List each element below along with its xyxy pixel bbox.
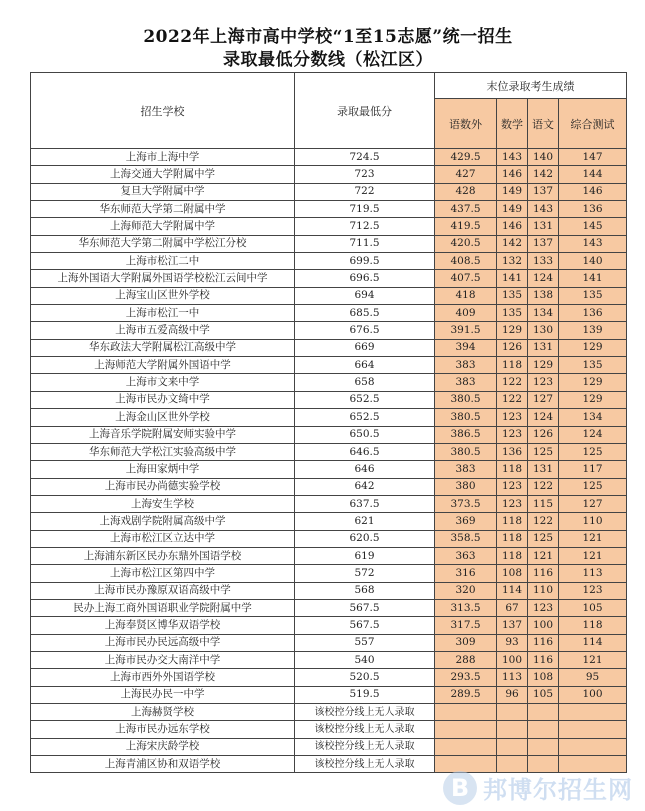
header-math: 数学 bbox=[497, 99, 528, 149]
score-chinese: 123 bbox=[528, 599, 559, 616]
score-chinese: 126 bbox=[528, 426, 559, 443]
score-chinese: 123 bbox=[528, 374, 559, 391]
school-name: 上海民办民一中学 bbox=[31, 686, 295, 703]
table-row bbox=[31, 617, 627, 634]
score-chinese-math-english: 316 bbox=[435, 565, 497, 582]
school-name: 上海市民办交大南洋中学 bbox=[31, 651, 295, 668]
score-chinese-math-english: 380 bbox=[435, 478, 497, 495]
score-chinese-math-english: 313.5 bbox=[435, 599, 497, 616]
school-name: 上海市文来中学 bbox=[31, 374, 295, 391]
school-name: 上海市西外外国语学校 bbox=[31, 669, 295, 686]
score-chinese: 124 bbox=[528, 270, 559, 287]
school-name: 上海市松江区第四中学 bbox=[31, 565, 295, 582]
score-chinese-math-english bbox=[435, 738, 497, 755]
table-row bbox=[31, 686, 627, 703]
min-score: 711.5 bbox=[295, 235, 435, 252]
score-comprehensive: 123 bbox=[559, 582, 627, 599]
score-chinese: 122 bbox=[528, 513, 559, 530]
score-chinese-math-english: 309 bbox=[435, 634, 497, 651]
school-name: 上海市上海中学 bbox=[31, 149, 295, 166]
score-chinese-math-english: 407.5 bbox=[435, 270, 497, 287]
score-chinese: 122 bbox=[528, 478, 559, 495]
score-chinese-math-english: 373.5 bbox=[435, 495, 497, 512]
score-comprehensive bbox=[559, 704, 627, 721]
score-math: 146 bbox=[497, 218, 528, 235]
score-comprehensive: 118 bbox=[559, 617, 627, 634]
score-chinese-math-english bbox=[435, 721, 497, 738]
school-name: 上海市松江一中 bbox=[31, 305, 295, 322]
score-chinese: 115 bbox=[528, 495, 559, 512]
score-chinese: 124 bbox=[528, 409, 559, 426]
min-score: 619 bbox=[295, 547, 435, 564]
score-comprehensive: 144 bbox=[559, 166, 627, 183]
min-score: 696.5 bbox=[295, 270, 435, 287]
table-row bbox=[31, 634, 627, 651]
table-row bbox=[31, 738, 627, 755]
score-chinese-math-english: 363 bbox=[435, 547, 497, 564]
header-chinese-math-english: 语数外 bbox=[435, 99, 497, 149]
score-math: 135 bbox=[497, 287, 528, 304]
score-comprehensive: 113 bbox=[559, 565, 627, 582]
score-math: 126 bbox=[497, 339, 528, 356]
table-row bbox=[31, 201, 627, 218]
min-score: 658 bbox=[295, 374, 435, 391]
score-comprehensive: 110 bbox=[559, 513, 627, 530]
score-comprehensive: 114 bbox=[559, 634, 627, 651]
score-chinese bbox=[528, 704, 559, 721]
score-chinese-math-english bbox=[435, 704, 497, 721]
score-math: 118 bbox=[497, 547, 528, 564]
table-row bbox=[31, 530, 627, 547]
score-math: 100 bbox=[497, 651, 528, 668]
score-chinese-math-english: 420.5 bbox=[435, 235, 497, 252]
min-score: 652.5 bbox=[295, 409, 435, 426]
min-score: 568 bbox=[295, 582, 435, 599]
score-comprehensive: 121 bbox=[559, 651, 627, 668]
table-row bbox=[31, 270, 627, 287]
score-chinese: 125 bbox=[528, 530, 559, 547]
min-score: 685.5 bbox=[295, 305, 435, 322]
min-score: 620.5 bbox=[295, 530, 435, 547]
score-chinese-math-english: 419.5 bbox=[435, 218, 497, 235]
score-math: 108 bbox=[497, 565, 528, 582]
score-comprehensive: 127 bbox=[559, 495, 627, 512]
school-name: 上海浦东新区民办东鼎外国语学校 bbox=[31, 547, 295, 564]
min-score: 722 bbox=[295, 183, 435, 200]
school-name: 上海青浦区协和双语学校 bbox=[31, 756, 295, 773]
score-comprehensive: 141 bbox=[559, 270, 627, 287]
table-row bbox=[31, 669, 627, 686]
score-math bbox=[497, 721, 528, 738]
school-name: 上海师范大学附属中学 bbox=[31, 218, 295, 235]
school-name: 上海市民办豫原双语高级中学 bbox=[31, 582, 295, 599]
table-row bbox=[31, 305, 627, 322]
school-name: 上海师范大学附属外国语中学 bbox=[31, 357, 295, 374]
header-group: 末位录取考生成绩 bbox=[435, 73, 627, 99]
score-math: 123 bbox=[497, 478, 528, 495]
score-math: 113 bbox=[497, 669, 528, 686]
score-comprehensive: 100 bbox=[559, 686, 627, 703]
table-row bbox=[31, 547, 627, 564]
score-chinese: 133 bbox=[528, 253, 559, 270]
school-name: 华东政法大学附属松江高级中学 bbox=[31, 339, 295, 356]
min-score: 669 bbox=[295, 339, 435, 356]
score-comprehensive: 140 bbox=[559, 253, 627, 270]
score-comprehensive: 105 bbox=[559, 599, 627, 616]
school-name: 上海赫贤学校 bbox=[31, 704, 295, 721]
watermark bbox=[443, 770, 633, 805]
score-math: 67 bbox=[497, 599, 528, 616]
school-name: 上海外国语大学附属外国语学校松江云间中学 bbox=[31, 270, 295, 287]
score-chinese: 143 bbox=[528, 201, 559, 218]
score-chinese-math-english: 380.5 bbox=[435, 391, 497, 408]
min-score: 该校控分线上无人录取 bbox=[295, 738, 435, 755]
table-row bbox=[31, 235, 627, 252]
score-chinese: 137 bbox=[528, 235, 559, 252]
score-comprehensive: 134 bbox=[559, 409, 627, 426]
score-chinese-math-english: 437.5 bbox=[435, 201, 497, 218]
score-comprehensive: 139 bbox=[559, 322, 627, 339]
min-score: 646.5 bbox=[295, 443, 435, 460]
min-score: 652.5 bbox=[295, 391, 435, 408]
school-name: 上海市民办民远高级中学 bbox=[31, 634, 295, 651]
min-score: 637.5 bbox=[295, 495, 435, 512]
min-score: 723 bbox=[295, 166, 435, 183]
score-math: 118 bbox=[497, 513, 528, 530]
min-score: 676.5 bbox=[295, 322, 435, 339]
min-score: 646 bbox=[295, 461, 435, 478]
header-school: 招生学校 bbox=[31, 73, 295, 149]
score-comprehensive: 146 bbox=[559, 183, 627, 200]
score-math: 93 bbox=[497, 634, 528, 651]
score-comprehensive: 117 bbox=[559, 461, 627, 478]
score-chinese-math-english: 380.5 bbox=[435, 443, 497, 460]
table-row bbox=[31, 218, 627, 235]
min-score: 520.5 bbox=[295, 669, 435, 686]
table-row bbox=[31, 721, 627, 738]
score-chinese-math-english: 293.5 bbox=[435, 669, 497, 686]
min-score: 557 bbox=[295, 634, 435, 651]
score-chinese: 121 bbox=[528, 547, 559, 564]
header-min-score: 录取最低分 bbox=[295, 73, 435, 149]
score-math bbox=[497, 738, 528, 755]
min-score: 该校控分线上无人录取 bbox=[295, 756, 435, 773]
score-table bbox=[30, 72, 627, 773]
score-comprehensive: 95 bbox=[559, 669, 627, 686]
page-title-line1: 2022年上海市高中学校“1至15志愿”统一招生 bbox=[143, 27, 513, 47]
score-comprehensive: 129 bbox=[559, 339, 627, 356]
watermark-text: 邦博尔招生网 bbox=[483, 776, 633, 804]
table-row bbox=[31, 513, 627, 530]
min-score: 694 bbox=[295, 287, 435, 304]
school-name: 华东师范大学松江实验高级中学 bbox=[31, 443, 295, 460]
header-chinese: 语文 bbox=[528, 99, 559, 149]
school-name: 上海市民办文绮中学 bbox=[31, 391, 295, 408]
min-score: 572 bbox=[295, 565, 435, 582]
school-name: 上海音乐学院附属安师实验中学 bbox=[31, 426, 295, 443]
score-math: 143 bbox=[497, 149, 528, 166]
table-row bbox=[31, 409, 627, 426]
min-score: 540 bbox=[295, 651, 435, 668]
score-chinese-math-english: 317.5 bbox=[435, 617, 497, 634]
school-name: 上海戏剧学院附属高级中学 bbox=[31, 513, 295, 530]
school-name: 上海市五爱高级中学 bbox=[31, 322, 295, 339]
score-chinese: 125 bbox=[528, 443, 559, 460]
min-score: 该校控分线上无人录取 bbox=[295, 704, 435, 721]
score-comprehensive: 125 bbox=[559, 443, 627, 460]
score-chinese: 131 bbox=[528, 461, 559, 478]
table-row bbox=[31, 461, 627, 478]
score-chinese-math-english: 391.5 bbox=[435, 322, 497, 339]
score-math: 123 bbox=[497, 409, 528, 426]
school-name: 华东师范大学第二附属中学松江分校 bbox=[31, 235, 295, 252]
score-chinese-math-english: 383 bbox=[435, 374, 497, 391]
table-row bbox=[31, 391, 627, 408]
score-chinese: 131 bbox=[528, 339, 559, 356]
score-chinese: 137 bbox=[528, 183, 559, 200]
score-chinese: 108 bbox=[528, 669, 559, 686]
score-chinese: 131 bbox=[528, 218, 559, 235]
table-row bbox=[31, 287, 627, 304]
school-name: 上海交通大学附属中学 bbox=[31, 166, 295, 183]
table-row bbox=[31, 565, 627, 582]
school-name: 上海安生学校 bbox=[31, 495, 295, 512]
min-score: 650.5 bbox=[295, 426, 435, 443]
table-row bbox=[31, 599, 627, 616]
score-chinese-math-english: 358.5 bbox=[435, 530, 497, 547]
score-chinese: 116 bbox=[528, 634, 559, 651]
table-body bbox=[31, 149, 627, 773]
score-chinese-math-english: 383 bbox=[435, 357, 497, 374]
min-score: 719.5 bbox=[295, 201, 435, 218]
school-name: 民办上海工商外国语职业学院附属中学 bbox=[31, 599, 295, 616]
score-math: 118 bbox=[497, 461, 528, 478]
score-math: 135 bbox=[497, 305, 528, 322]
score-chinese: 116 bbox=[528, 565, 559, 582]
score-chinese: 142 bbox=[528, 166, 559, 183]
score-math bbox=[497, 704, 528, 721]
score-comprehensive: 145 bbox=[559, 218, 627, 235]
table-row bbox=[31, 443, 627, 460]
school-name: 复旦大学附属中学 bbox=[31, 183, 295, 200]
table-row bbox=[31, 582, 627, 599]
score-comprehensive bbox=[559, 721, 627, 738]
score-math: 122 bbox=[497, 391, 528, 408]
score-comprehensive: 147 bbox=[559, 149, 627, 166]
score-chinese: 129 bbox=[528, 357, 559, 374]
score-math: 118 bbox=[497, 357, 528, 374]
min-score: 567.5 bbox=[295, 599, 435, 616]
min-score: 724.5 bbox=[295, 149, 435, 166]
header-comprehensive: 综合测试 bbox=[559, 99, 627, 149]
score-chinese: 138 bbox=[528, 287, 559, 304]
min-score: 664 bbox=[295, 357, 435, 374]
min-score: 567.5 bbox=[295, 617, 435, 634]
school-name: 上海市松江二中 bbox=[31, 253, 295, 270]
min-score: 712.5 bbox=[295, 218, 435, 235]
table-row bbox=[31, 322, 627, 339]
score-math: 122 bbox=[497, 374, 528, 391]
score-chinese-math-english: 418 bbox=[435, 287, 497, 304]
score-chinese-math-english: 288 bbox=[435, 651, 497, 668]
score-chinese: 140 bbox=[528, 149, 559, 166]
score-chinese: 105 bbox=[528, 686, 559, 703]
page-title-line2: 录取最低分数线（松江区） bbox=[223, 50, 433, 70]
score-chinese bbox=[528, 738, 559, 755]
score-chinese-math-english: 427 bbox=[435, 166, 497, 183]
score-comprehensive: 124 bbox=[559, 426, 627, 443]
score-math: 146 bbox=[497, 166, 528, 183]
score-comprehensive: 129 bbox=[559, 391, 627, 408]
score-math: 123 bbox=[497, 426, 528, 443]
score-comprehensive: 135 bbox=[559, 357, 627, 374]
score-chinese: 100 bbox=[528, 617, 559, 634]
score-chinese: 134 bbox=[528, 305, 559, 322]
score-chinese-math-english: 369 bbox=[435, 513, 497, 530]
score-comprehensive: 129 bbox=[559, 374, 627, 391]
score-math: 96 bbox=[497, 686, 528, 703]
school-name: 华东师范大学第二附属中学 bbox=[31, 201, 295, 218]
min-score: 该校控分线上无人录取 bbox=[295, 721, 435, 738]
school-name: 上海市民办远东学校 bbox=[31, 721, 295, 738]
score-chinese: 127 bbox=[528, 391, 559, 408]
school-name: 上海市民办尚德实验学校 bbox=[31, 478, 295, 495]
score-chinese-math-english: 429.5 bbox=[435, 149, 497, 166]
score-math: 114 bbox=[497, 582, 528, 599]
score-math: 137 bbox=[497, 617, 528, 634]
school-name: 上海奉贤区博华双语学校 bbox=[31, 617, 295, 634]
table-row bbox=[31, 478, 627, 495]
score-chinese-math-english: 380.5 bbox=[435, 409, 497, 426]
table-row bbox=[31, 426, 627, 443]
score-math: 118 bbox=[497, 530, 528, 547]
score-math: 149 bbox=[497, 201, 528, 218]
score-math: 136 bbox=[497, 443, 528, 460]
score-chinese: 110 bbox=[528, 582, 559, 599]
table-row bbox=[31, 166, 627, 183]
score-math: 149 bbox=[497, 183, 528, 200]
score-chinese-math-english: 408.5 bbox=[435, 253, 497, 270]
score-comprehensive: 135 bbox=[559, 287, 627, 304]
school-name: 上海宝山区世外学校 bbox=[31, 287, 295, 304]
school-name: 上海田家炳中学 bbox=[31, 461, 295, 478]
score-chinese-math-english: 386.5 bbox=[435, 426, 497, 443]
table-row bbox=[31, 374, 627, 391]
score-comprehensive: 121 bbox=[559, 547, 627, 564]
min-score: 519.5 bbox=[295, 686, 435, 703]
min-score: 621 bbox=[295, 513, 435, 530]
score-chinese: 130 bbox=[528, 322, 559, 339]
table-row bbox=[31, 651, 627, 668]
min-score: 699.5 bbox=[295, 253, 435, 270]
table-row bbox=[31, 357, 627, 374]
school-name: 上海宋庆龄学校 bbox=[31, 738, 295, 755]
watermark-logo-icon: B bbox=[443, 771, 477, 805]
school-name: 上海市松江区立达中学 bbox=[31, 530, 295, 547]
table-row bbox=[31, 339, 627, 356]
score-comprehensive: 136 bbox=[559, 201, 627, 218]
score-chinese-math-english: 394 bbox=[435, 339, 497, 356]
score-math: 123 bbox=[497, 495, 528, 512]
score-math: 129 bbox=[497, 322, 528, 339]
score-chinese-math-english: 409 bbox=[435, 305, 497, 322]
table-row bbox=[31, 495, 627, 512]
score-comprehensive: 136 bbox=[559, 305, 627, 322]
score-chinese bbox=[528, 721, 559, 738]
score-comprehensive bbox=[559, 738, 627, 755]
table-row bbox=[31, 149, 627, 166]
score-comprehensive: 125 bbox=[559, 478, 627, 495]
score-chinese-math-english: 383 bbox=[435, 461, 497, 478]
score-math: 132 bbox=[497, 253, 528, 270]
score-math: 141 bbox=[497, 270, 528, 287]
table-row bbox=[31, 183, 627, 200]
score-chinese-math-english: 320 bbox=[435, 582, 497, 599]
score-chinese: 116 bbox=[528, 651, 559, 668]
score-chinese-math-english: 289.5 bbox=[435, 686, 497, 703]
score-chinese-math-english: 428 bbox=[435, 183, 497, 200]
table-row bbox=[31, 253, 627, 270]
score-math: 142 bbox=[497, 235, 528, 252]
min-score: 642 bbox=[295, 478, 435, 495]
school-name: 上海金山区世外学校 bbox=[31, 409, 295, 426]
score-comprehensive: 121 bbox=[559, 530, 627, 547]
score-comprehensive: 143 bbox=[559, 235, 627, 252]
table-row bbox=[31, 704, 627, 721]
